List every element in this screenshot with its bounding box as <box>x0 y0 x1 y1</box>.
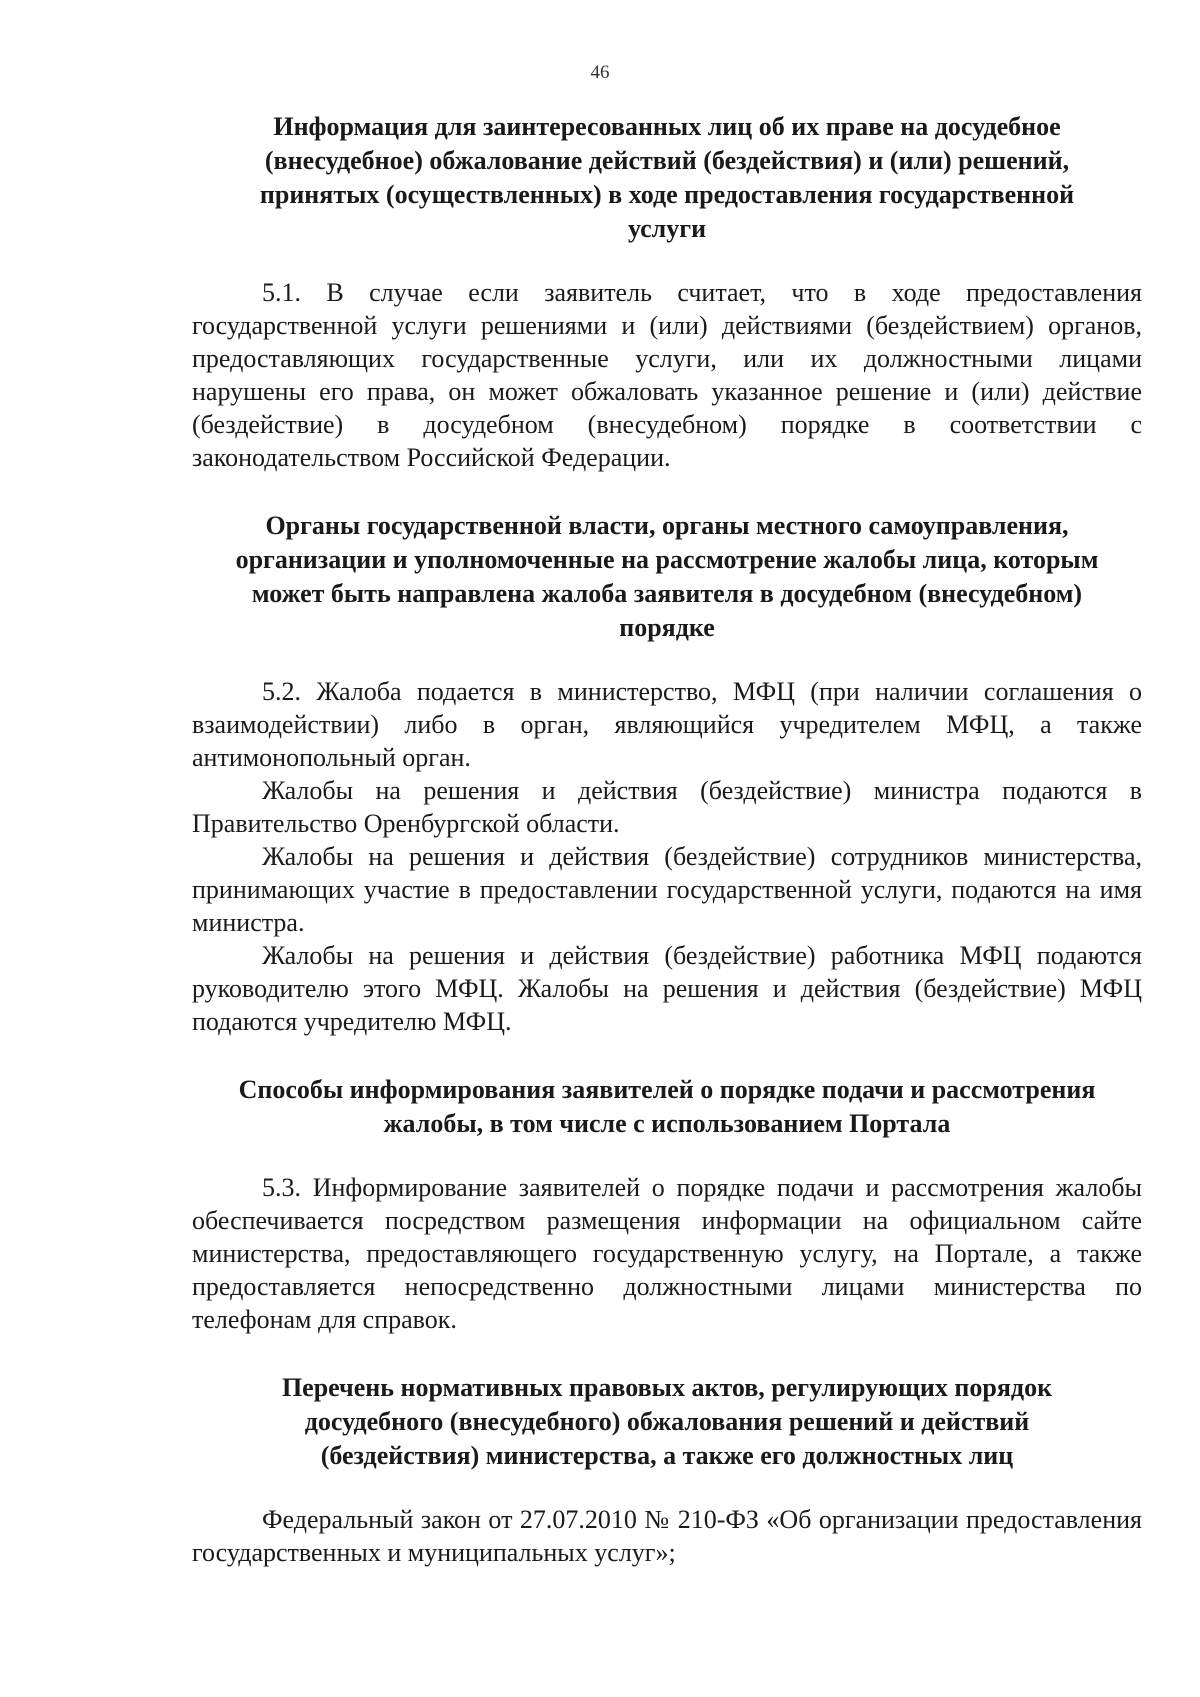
paragraph-mfc-complaints: Жалобы на решения и действия (бездействие) работника МФЦ подаются руководителю этого МФЦ. Жалобы на решения и действия (бездействие) МФЦ подаются учредителю МФЦ. <box>192 941 1142 1036</box>
section-heading-legal-acts: Перечень нормативных правовых актов, регулирующих порядок досудебного (внесудебного) обжалования решений и действий (бездействия) министерства, а также его должностных лиц <box>281 1373 1053 1470</box>
paragraph-staff-complaints: Жалобы на решения и действия (бездействие) сотрудников министерства, принимающих участие в предоставлении государственной услуги, подаются на имя министра. <box>192 842 1142 937</box>
paragraph-federal-law: Федеральный закон от 27.07.2010 № 210-ФЗ «Об организации предоставления государственных и муниципальных услуг»; <box>192 1505 1142 1567</box>
paragraph-5-3: 5.3. Информирование заявителей о порядке подачи и рассмотрения жалобы обеспечивается посредством размещения информации на официальном сайте министерства, предоставляющего государственную услугу, на Портале, а также предоставляется непосредственно должностными лицами министерства по телефонам для справок. <box>192 1173 1142 1334</box>
document-body <box>192 110 1142 1569</box>
paragraph-5-2: 5.2. Жалоба подается в министерство, МФЦ (при наличии соглашения о взаимодействии) либо в орган, являющийся учредителем МФЦ, а также антимонопольный орган. <box>192 677 1142 772</box>
paragraph-5-1: 5.1. В случае если заявитель считает, что в ходе предоставления государственной услуги решениями и (или) действиями (бездействием) органов, предоставляющих государственные услуги, или их должностными лицами нарушены его права, он может обжаловать указанное решение и (или) действие (бездействие) в досудебном (внесудебном) порядке в соответствии с законодательством Российской Федерации. <box>192 278 1142 472</box>
section-heading-authorities: Органы государственной власти, органы местного самоуправления, организации и уполномоченные на рассмотрение жалобы лица, которым может быть направлена жалоба заявителя в досудебном (внесудебном) порядке <box>235 511 1099 642</box>
section-heading-appeal-rights: Информация для заинтересованных лиц об их праве на досудебное (внесудебное) обжалование действий (бездействия) и (или) решений, принятых (осуществленных) в ходе предоставления государственной услуги <box>259 112 1075 243</box>
paragraph-minister-complaints: Жалобы на решения и действия (бездействие) министра подаются в Правительство Оренбургской области. <box>192 776 1142 838</box>
page-number: 46 <box>590 62 610 83</box>
section-heading-informing-methods: Способы информирования заявителей о порядке подачи и рассмотрения жалобы, в том числе с использованием Портала <box>238 1075 1096 1138</box>
